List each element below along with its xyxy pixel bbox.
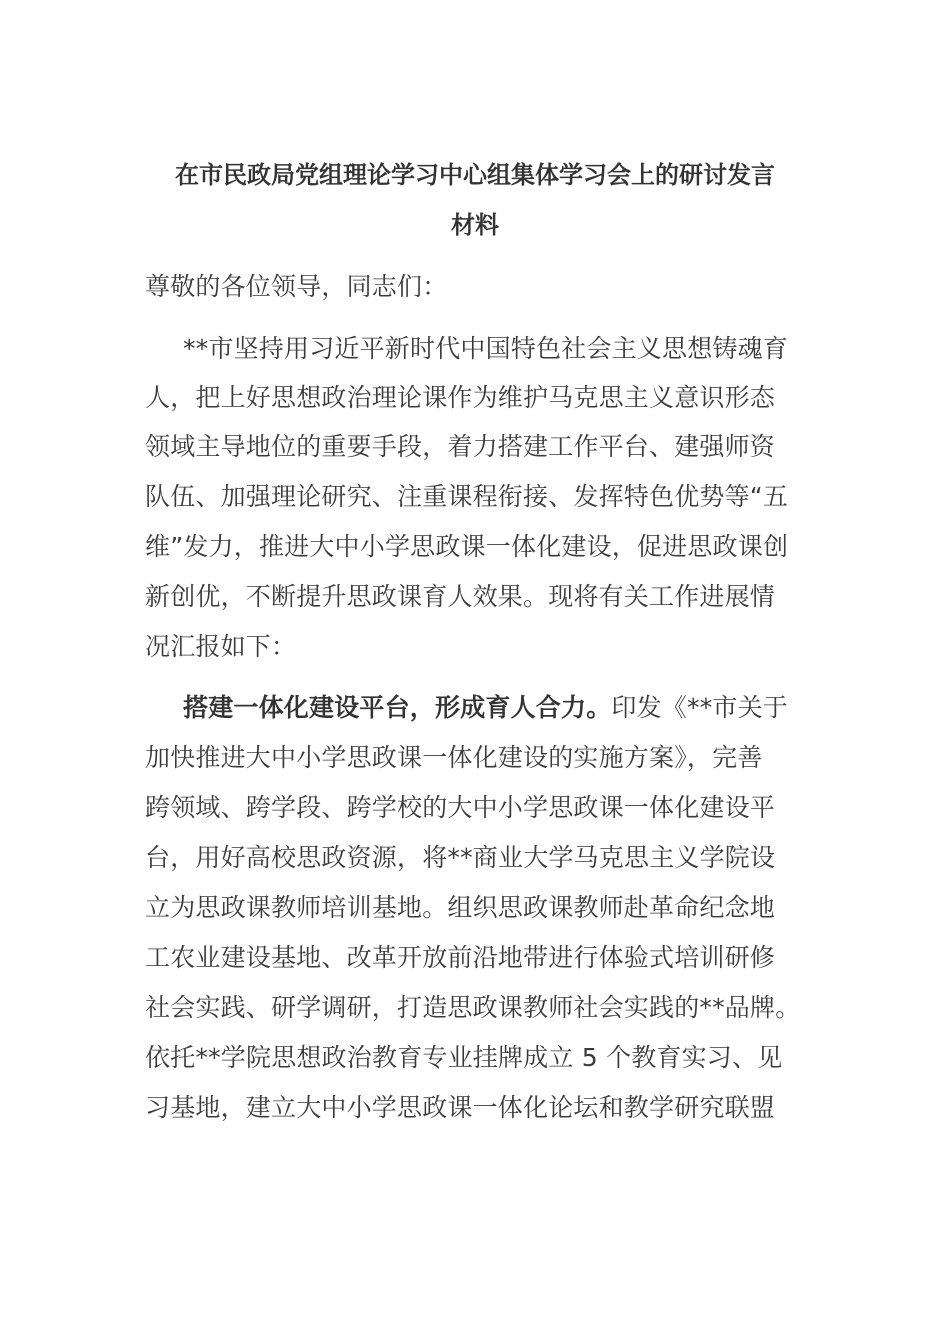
paragraph-2-line: 习基地，建立大中小学思政课一体化论坛和教学研究联盟 [145,1093,776,1122]
paragraph-2-line: 工农业建设基地、改革开放前沿地带进行体验式培训研修 [145,943,776,972]
paragraph-2-line: 加快推进大中小学思政课一体化建设的实施方案》，完善 [145,743,763,772]
paragraph-2-line: 依托**学院思想政治教育专业挂牌成立 5 个教育实习、见 [145,1043,783,1072]
paragraph-2-line: 台，用好高校思政资源，将**商业大学马克思主义学院设 [145,843,776,872]
paragraph-2-first-line [183,693,788,723]
paragraph-1-line: 队伍、加强理论研究、注重课程衔接、发挥特色优势等“五 [145,482,789,511]
section-heading: 搭建一体化建设平台，形成育人合力。 [183,693,612,722]
paragraph-1-line: 况汇报如下： [145,632,297,661]
paragraph-1-line: **市坚持用习近平新时代中国特色社会主义思想铸魂育 [183,334,789,363]
paragraph-1-line: 人，把上好思想政治理论课作为维护马克思主义意识形态 [145,383,776,412]
paragraph-2-text: 印发《**市关于 [611,693,789,722]
paragraph-2-line: 跨领域、跨学段、跨学校的大中小学思政课一体化建设平 [145,793,776,822]
document-title-line-2: 材料 [451,211,499,239]
paragraph-1-line: 新创优，不断提升思政课育人效果。现将有关工作进展情 [145,582,776,611]
paragraph-1-line: 维”发力，推进大中小学思政课一体化建设，促进思政课创 [145,532,789,561]
salutation: 尊敬的各位领导，同志们： [145,272,448,301]
document-title-line-1: 在市民政局党组理论学习中心组集体学习会上的研讨发言 [175,161,775,189]
paragraph-2-line: 立为思政课教师培训基地。组织思政课教师赴革命纪念地 [145,893,776,922]
paragraph-1-line: 领域主导地位的重要手段，着力搭建工作平台、建强师资 [145,432,776,461]
paragraph-2-line: 社会实践、研学调研，打造思政课教师社会实践的**品牌。 [145,993,801,1022]
